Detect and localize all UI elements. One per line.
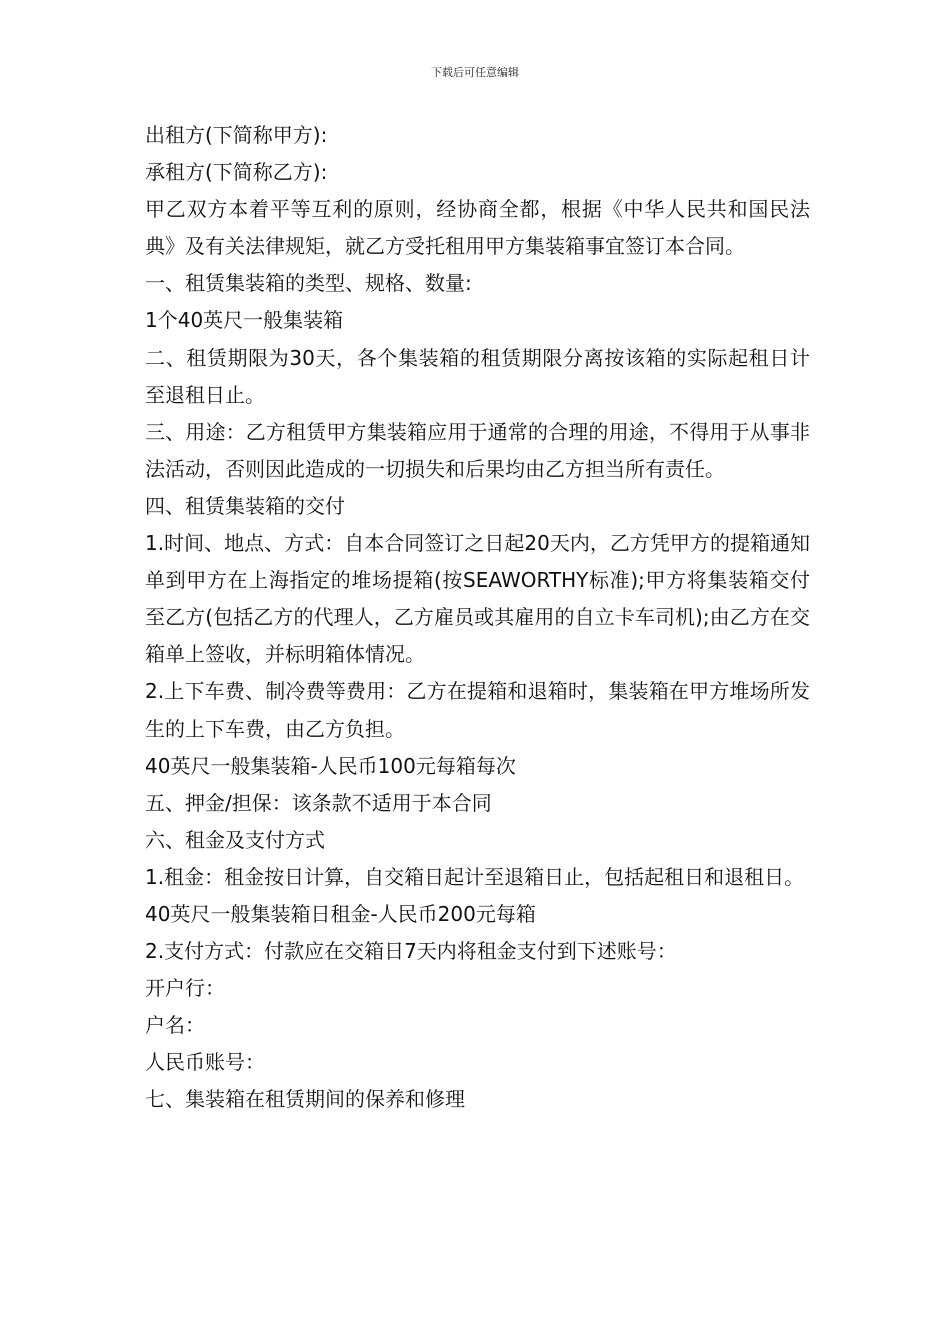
lessor-line: 出租方(下简称甲方):	[145, 123, 328, 147]
section-6-rent-line: 40英尺一般集装箱日租金-人民币200元每箱	[145, 901, 536, 926]
section-1-heading: 一、租赁集装箱的类型、规格、数量:	[145, 271, 472, 296]
contract-body	[145, 117, 810, 1119]
bank-name-line: 开户行：	[145, 976, 225, 1001]
section-4-heading: 四、租赁集装箱的交付	[145, 493, 345, 518]
section-6-heading: 六、租金及支付方式	[145, 827, 325, 852]
account-name-line: 户名：	[145, 1013, 205, 1038]
section-3-paragraph: 三、用途：乙方租赁甲方集装箱应用于通常的合理的用途，不得用于从事非法活动，否则因此造成的一切损失和后果均由乙方担当所有责任。	[145, 419, 810, 481]
section-4-clause-1: 1.时间、地点、方式：自本合同签订之日起20天内，乙方凭甲方的提箱通知单到甲方在上海指定的堆场提箱(按SEAWORTHY标准);甲方将集装箱交付至乙方(包括乙方的代理人，乙方雇员或其雇用的自立卡车司机);由乙方在交箱单上签收，并标明箱体情况。	[145, 531, 810, 667]
section-4-fee-line: 40英尺一般集装箱-人民币100元每箱每次	[145, 753, 516, 778]
page-header: 下载后可任意编辑	[431, 66, 519, 79]
section-1-item: 1个40英尺一般集装箱	[145, 308, 344, 333]
section-5-paragraph: 五、押金/担保：该条款不适用于本合同	[145, 790, 492, 815]
section-2-paragraph: 二、租赁期限为30天，各个集装箱的租赁期限分离按该箱的实际起租日计至退租日止。	[145, 345, 810, 407]
section-6-clause-1: 1.租金：租金按日计算，自交箱日起计至退箱日止，包括起租日和退租日。	[145, 864, 805, 889]
section-6-clause-2: 2.支付方式：付款应在交箱日7天内将租金支付到下述账号：	[145, 939, 677, 964]
preamble-paragraph: 甲乙双方本着平等互利的原则，经协商全都，根据《中华人民共和国民法典》及有关法律规矩，就乙方受托租用甲方集装箱事宜签订本合同。	[145, 197, 810, 259]
rmb-account-line: 人民币账号：	[145, 1050, 265, 1075]
section-4-clause-2: 2.上下车费、制冷费等费用：乙方在提箱和退箱时，集装箱在甲方堆场所发生的上下车费，由乙方负担。	[145, 679, 810, 741]
section-7-heading: 七、集装箱在租赁期间的保养和修理	[145, 1087, 465, 1112]
lessee-line: 承租方(下简称乙方):	[145, 160, 328, 185]
